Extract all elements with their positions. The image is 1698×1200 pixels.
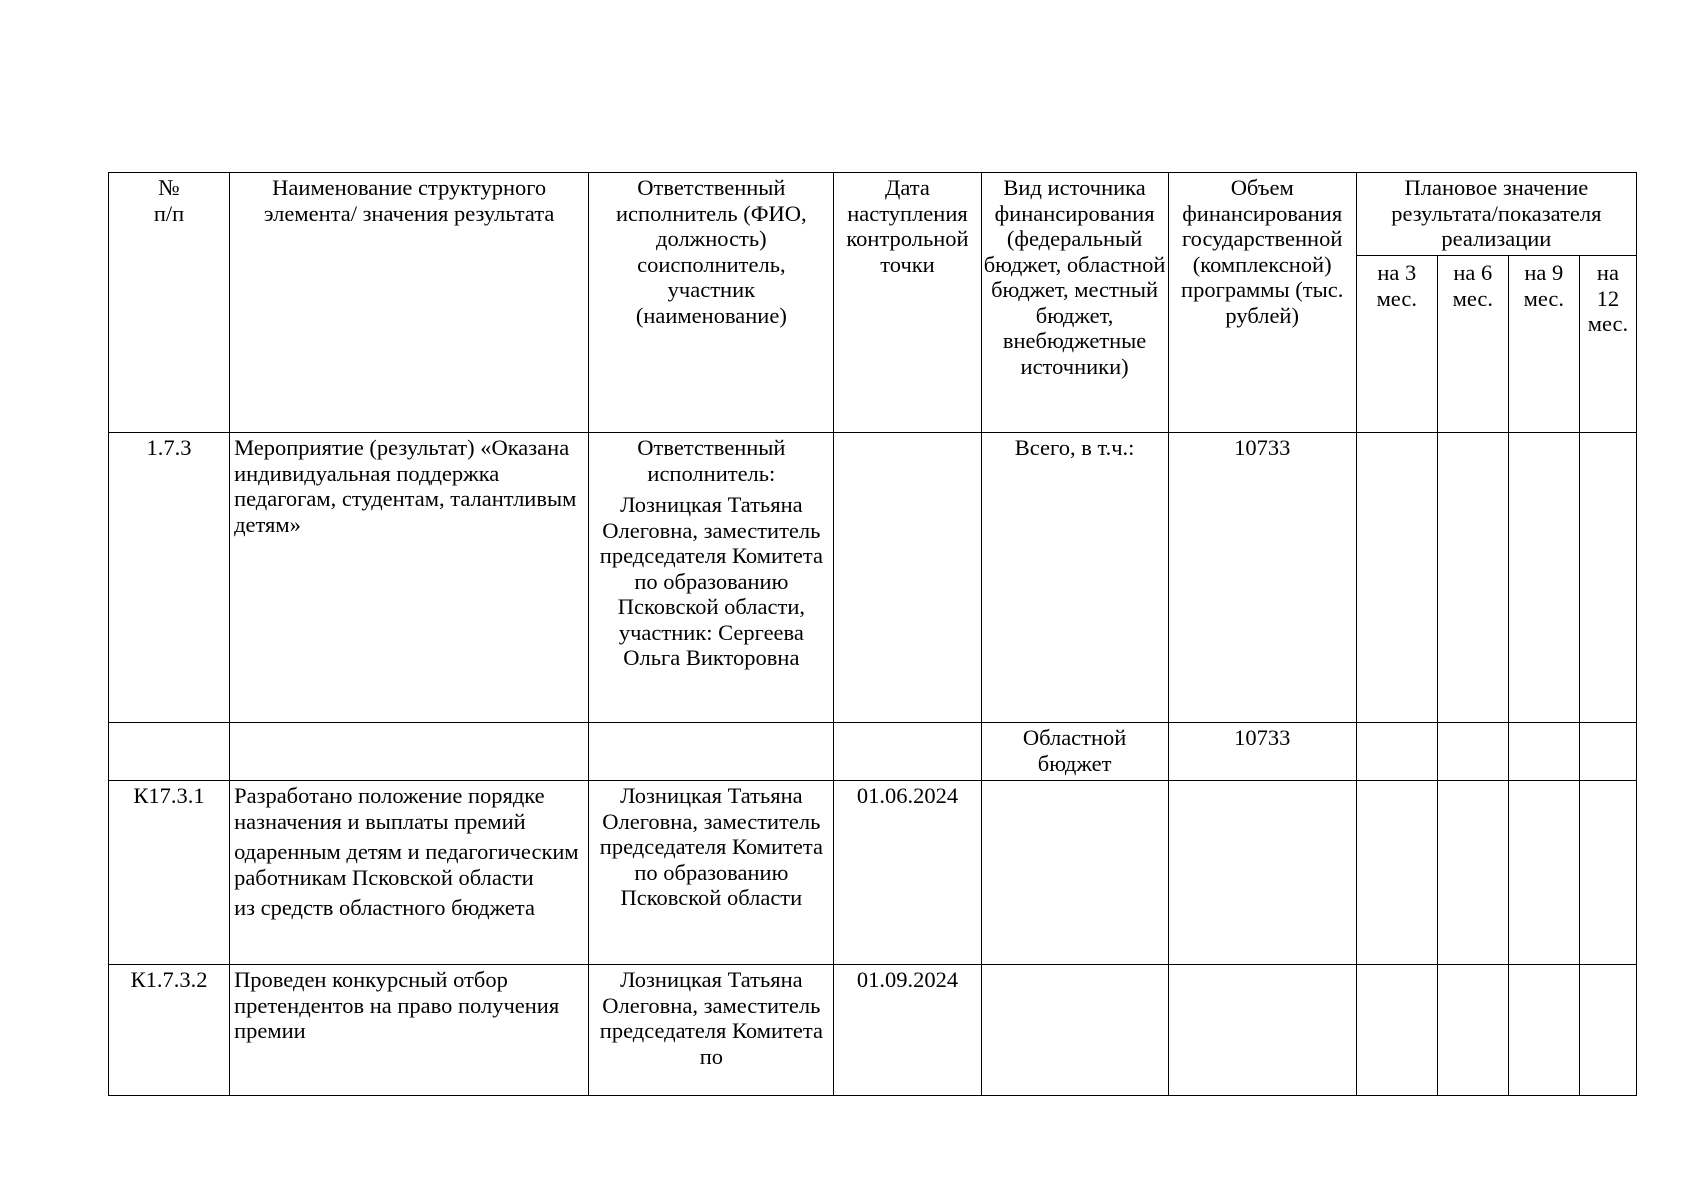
responsible-body: Лозницкая Татьяна Олеговна, заместитель председателя Комитета по образованию Псковской области, участник: Сергеева Ольга Викторовна bbox=[599, 492, 823, 670]
row-m12 bbox=[1579, 723, 1636, 781]
row-name: Проведен конкурсный отбор претендентов на право получения премии bbox=[230, 965, 589, 1096]
row-source: Всего, в т.ч.: bbox=[981, 433, 1168, 723]
header-num: № п/п bbox=[109, 173, 230, 433]
header-m6: на 6 мес. bbox=[1437, 256, 1508, 433]
row-date: 01.06.2024 bbox=[834, 781, 981, 965]
header-m9: на 9 мес. bbox=[1508, 256, 1579, 433]
row-m12 bbox=[1579, 781, 1636, 965]
name-line-3: из средств областного бюджета bbox=[234, 895, 535, 920]
row-volume: 10733 bbox=[1168, 723, 1356, 781]
row-m9 bbox=[1508, 781, 1579, 965]
header-volume: Объем финансирования государственной (комплексной) программы (тыс. рублей) bbox=[1168, 173, 1356, 433]
row-m9 bbox=[1508, 433, 1579, 723]
row-volume bbox=[1168, 781, 1356, 965]
row-responsible: Лозницкая Татьяна Олеговна, заместитель председателя Комитета по bbox=[589, 965, 834, 1096]
row-m6 bbox=[1437, 433, 1508, 723]
row-m3 bbox=[1356, 433, 1437, 723]
row-responsible: Лозницкая Татьяна Олеговна, заместитель председателя Комитета по образованию Псковской области bbox=[589, 781, 834, 965]
name-line-2: одаренным детям и педагогическим работникам Псковской области bbox=[234, 839, 579, 890]
row-m6 bbox=[1437, 723, 1508, 781]
row-name bbox=[230, 781, 589, 965]
row-m9 bbox=[1508, 723, 1579, 781]
row-name bbox=[230, 723, 589, 781]
header-responsible: Ответственный исполнитель (ФИО, должность) соисполнитель, участник (наименование) bbox=[589, 173, 834, 433]
table-row bbox=[109, 723, 1637, 781]
row-m12 bbox=[1579, 965, 1636, 1096]
row-num bbox=[109, 723, 230, 781]
row-m3 bbox=[1356, 781, 1437, 965]
row-source bbox=[981, 781, 1168, 965]
row-volume bbox=[1168, 965, 1356, 1096]
row-responsible bbox=[589, 723, 834, 781]
row-m3 bbox=[1356, 723, 1437, 781]
table-row bbox=[109, 781, 1637, 965]
header-m3: на 3 мес. bbox=[1356, 256, 1437, 433]
row-num: К1.7.3.2 bbox=[109, 965, 230, 1096]
name-line-1: Разработано положение порядке назначения и выплаты премий bbox=[234, 783, 545, 834]
responsible-title: Ответственный исполнитель: bbox=[637, 435, 786, 486]
header-name: Наименование структурного элемента/ значения результата bbox=[230, 173, 589, 433]
header-source: Вид источника финансирования (федеральный бюджет, областной бюджет, местный бюджет, внебюджетные источники) bbox=[981, 173, 1168, 433]
row-num: 1.7.3 bbox=[109, 433, 230, 723]
header-planned: Плановое значение результата/показателя реализации bbox=[1356, 173, 1636, 256]
table-row bbox=[109, 433, 1637, 723]
header-m12: на 12 мес. bbox=[1579, 256, 1636, 433]
row-responsible bbox=[589, 433, 834, 723]
row-m12 bbox=[1579, 433, 1636, 723]
row-source bbox=[981, 965, 1168, 1096]
row-date bbox=[834, 723, 981, 781]
row-num: К17.3.1 bbox=[109, 781, 230, 965]
header-date: Дата наступления контрольной точки bbox=[834, 173, 981, 433]
row-volume: 10733 bbox=[1168, 433, 1356, 723]
row-name: Мероприятие (результат) «Оказана индивидуальная поддержка педагогам, студентам, талантливым детям» bbox=[230, 433, 589, 723]
row-m6 bbox=[1437, 965, 1508, 1096]
row-m6 bbox=[1437, 781, 1508, 965]
table-row bbox=[109, 965, 1637, 1096]
row-source: Областной бюджет bbox=[981, 723, 1168, 781]
row-m9 bbox=[1508, 965, 1579, 1096]
plan-table bbox=[108, 172, 1637, 1096]
row-m3 bbox=[1356, 965, 1437, 1096]
header-row bbox=[109, 173, 1637, 256]
row-date: 01.09.2024 bbox=[834, 965, 981, 1096]
row-date bbox=[834, 433, 981, 723]
